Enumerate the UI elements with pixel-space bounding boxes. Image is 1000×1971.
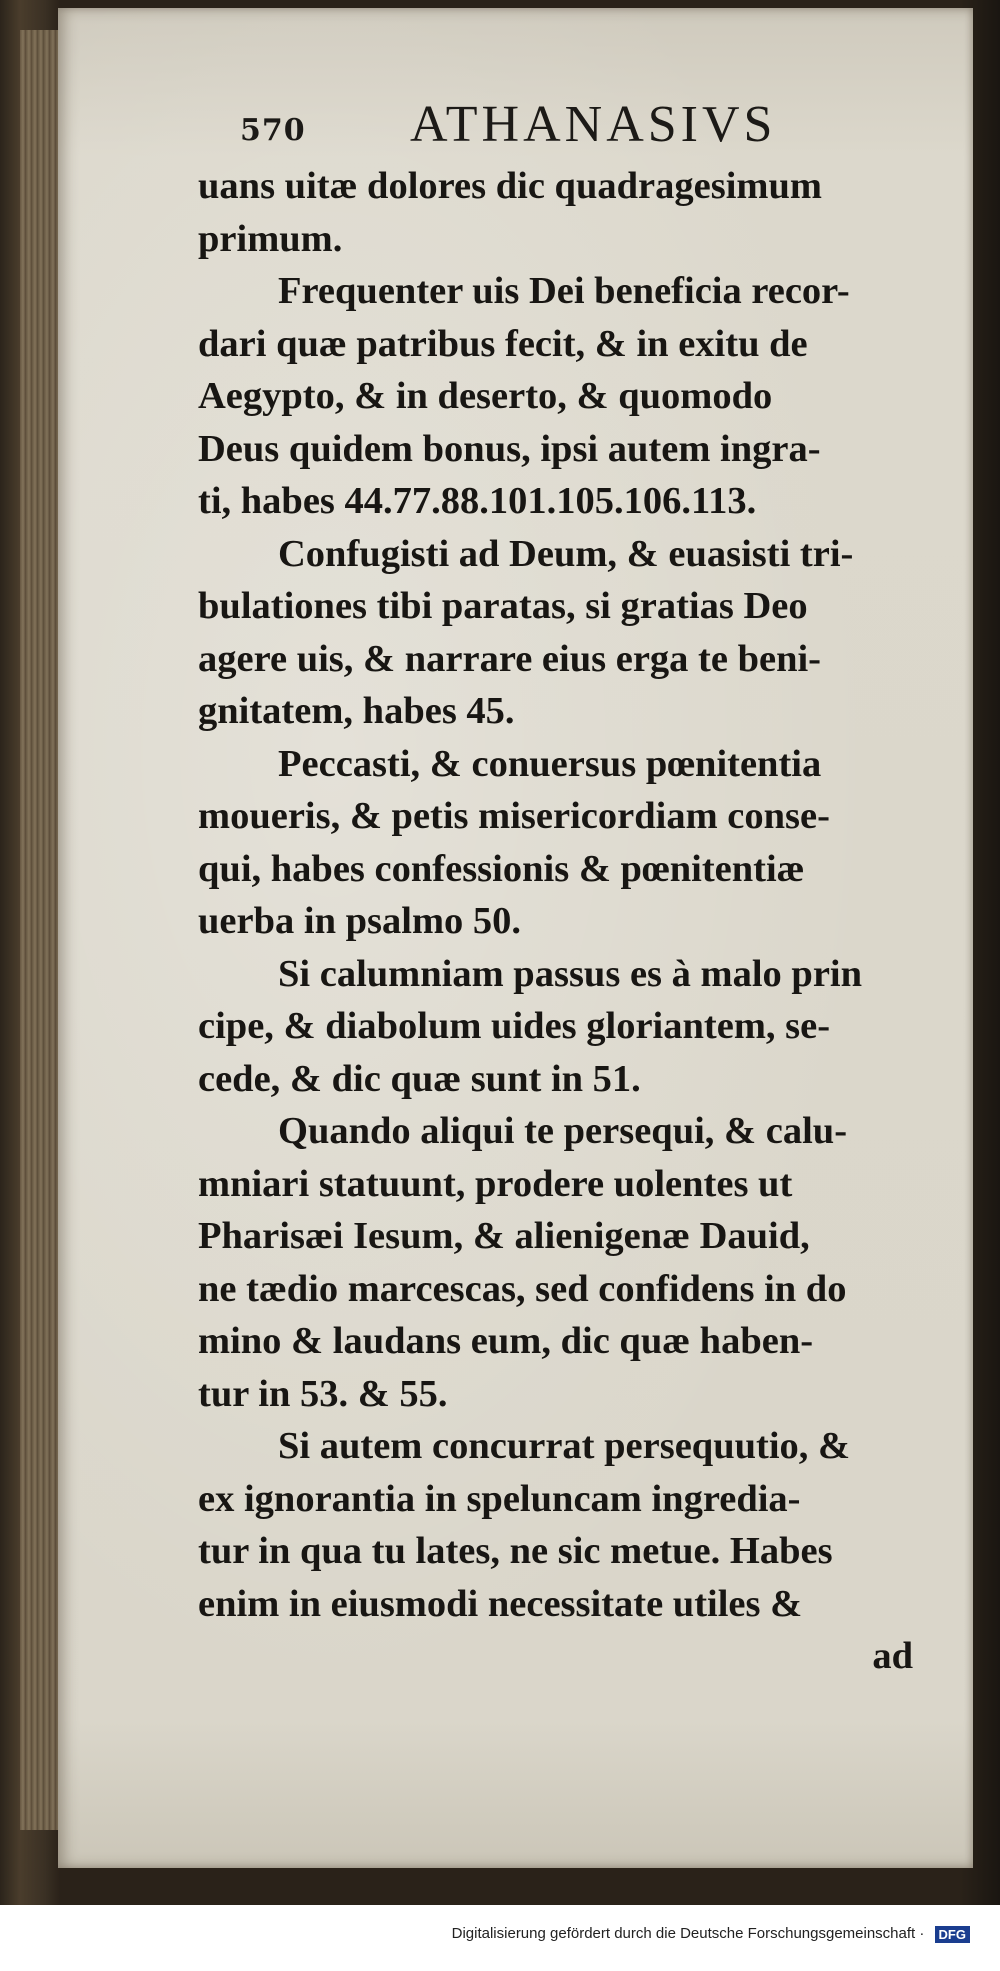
text-line: Si autem concurrat persequutio, & (278, 1425, 851, 1467)
text-line: Confugisti ad Deum, & euasisti tri- (278, 532, 854, 575)
text-line: Peccasti, & conuersus pœnitentia (278, 742, 822, 785)
text-line: enim in eiusmodi necessitate utiles & (198, 1582, 803, 1625)
text-line: Pharisæi Iesum, & alienigenæ Dauid, (198, 1215, 810, 1257)
text-line: Frequenter uis Dei beneficia recor- (278, 270, 850, 312)
text-line: ti, habes 44.77.88.101.105.106.113. (198, 480, 757, 522)
text-line: tur in 53. & 55. (198, 1372, 448, 1415)
text-line: Quando aliqui te persequi, & calu- (278, 1110, 848, 1152)
footer-credit (452, 1925, 970, 1943)
text-line: uans uitæ dolores dic quadragesimum (198, 165, 822, 207)
text-line: ex ignorantia in speluncam ingredia- (198, 1477, 801, 1520)
body-text (198, 160, 923, 1683)
page-number: 570 (240, 113, 306, 148)
page-header (240, 95, 940, 165)
text-line: moueris, & petis misericordiam conse- (198, 795, 830, 837)
text-line: bulationes tibi paratas, si gratias Deo (198, 585, 808, 627)
text-line: mniari statuunt, prodere uolentes ut (198, 1162, 793, 1205)
text-line: qui, habes confessionis & pœnitentiæ (198, 847, 805, 890)
text-line: Deus quidem bonus, ipsi autem ingra- (198, 427, 821, 470)
text-line: primum. (198, 217, 343, 260)
text-line: gnitatem, habes 45. (198, 690, 515, 732)
text-line: tur in qua tu lates, ne sic metue. Habes (198, 1530, 833, 1572)
text-line: uerba in psalmo 50. (198, 900, 522, 942)
text-line: cede, & dic quæ sunt in 51. (198, 1057, 641, 1100)
text-line: Aegypto, & in deserto, & quomodo (198, 375, 773, 417)
running-title: ATHANASIVS (410, 96, 777, 153)
catchword: ad (872, 1635, 913, 1677)
text-line: agere uis, & narrare eius erga te beni- (198, 637, 821, 680)
page-edge (20, 30, 58, 1830)
text-line: mino & laudans eum, dic quæ haben- (198, 1320, 814, 1362)
text-line: Si calumniam passus es à malo prin (278, 952, 863, 995)
text-line: ne tædio marcescas, sed confidens in do (198, 1267, 847, 1310)
footer-credit-text: Digitalisierung gefördert durch die Deutsche Forschungsgemeinschaft · (451, 1925, 925, 1942)
text-line: cipe, & diabolum uides gloriantem, se- (198, 1005, 831, 1047)
text-line: dari quæ patribus fecit, & in exitu de (198, 322, 808, 365)
dfg-logo-icon: DFG (935, 1926, 970, 1943)
footer-bar (0, 1905, 1000, 1971)
